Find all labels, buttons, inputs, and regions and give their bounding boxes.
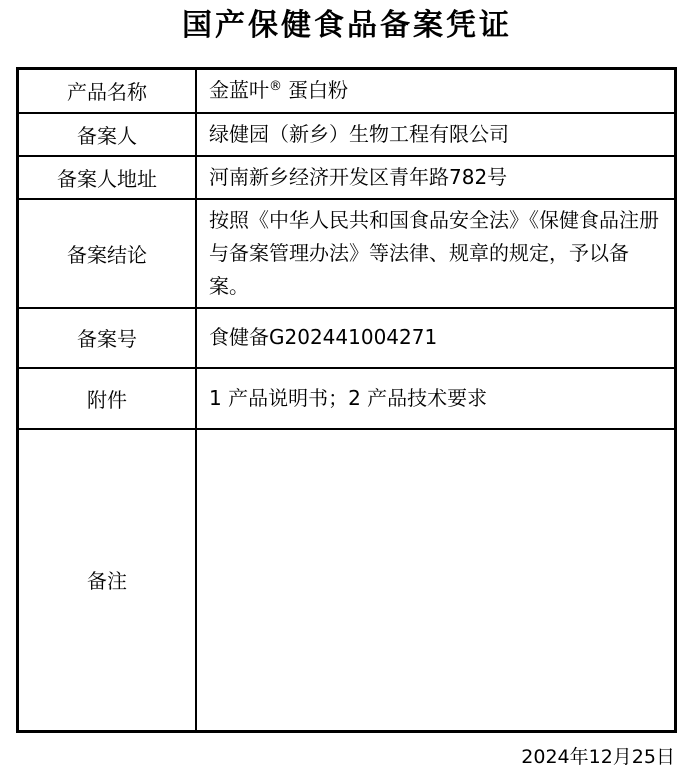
certificate-table <box>16 67 677 733</box>
attachments-label: 附件 <box>18 368 197 429</box>
filing-number-value: 食健备G202441004271 <box>196 308 676 368</box>
table-row-filer <box>18 113 676 156</box>
table-row-product-name <box>18 69 676 113</box>
table-row-filer-address <box>18 156 676 199</box>
registered-trademark-icon: ® <box>269 78 282 94</box>
filing-number-label: 备案号 <box>18 308 197 368</box>
filer-value: 绿健园（新乡）生物工程有限公司 <box>196 113 676 156</box>
filer-label: 备案人 <box>18 113 197 156</box>
filing-conclusion-value: 按照《中华人民共和国食品安全法》《保健食品注册与备案管理办法》等法律、规章的规定，予以备案。 <box>196 199 676 308</box>
product-name-value <box>196 69 676 113</box>
table-row-filing-conclusion <box>18 199 676 308</box>
attachments-value: 1 产品说明书；2 产品技术要求 <box>196 368 676 429</box>
table-row-filing-number <box>18 308 676 368</box>
product-brand-text: 金蓝叶 <box>209 78 269 103</box>
filer-address-label: 备案人地址 <box>18 156 197 199</box>
remarks-label: 备注 <box>18 429 197 732</box>
table-row-attachments <box>18 368 676 429</box>
document-title: 国产保健食品备案凭证 <box>182 8 512 43</box>
filing-conclusion-label: 备案结论 <box>18 199 197 308</box>
table-row-remarks <box>18 429 676 732</box>
filer-address-value: 河南新乡经济开发区青年路782号 <box>196 156 676 199</box>
product-type-text: 蛋白粉 <box>288 78 348 103</box>
product-name-label: 产品名称 <box>18 69 197 113</box>
issue-date: 2024年12月25日 <box>521 746 675 768</box>
remarks-value <box>196 429 676 732</box>
